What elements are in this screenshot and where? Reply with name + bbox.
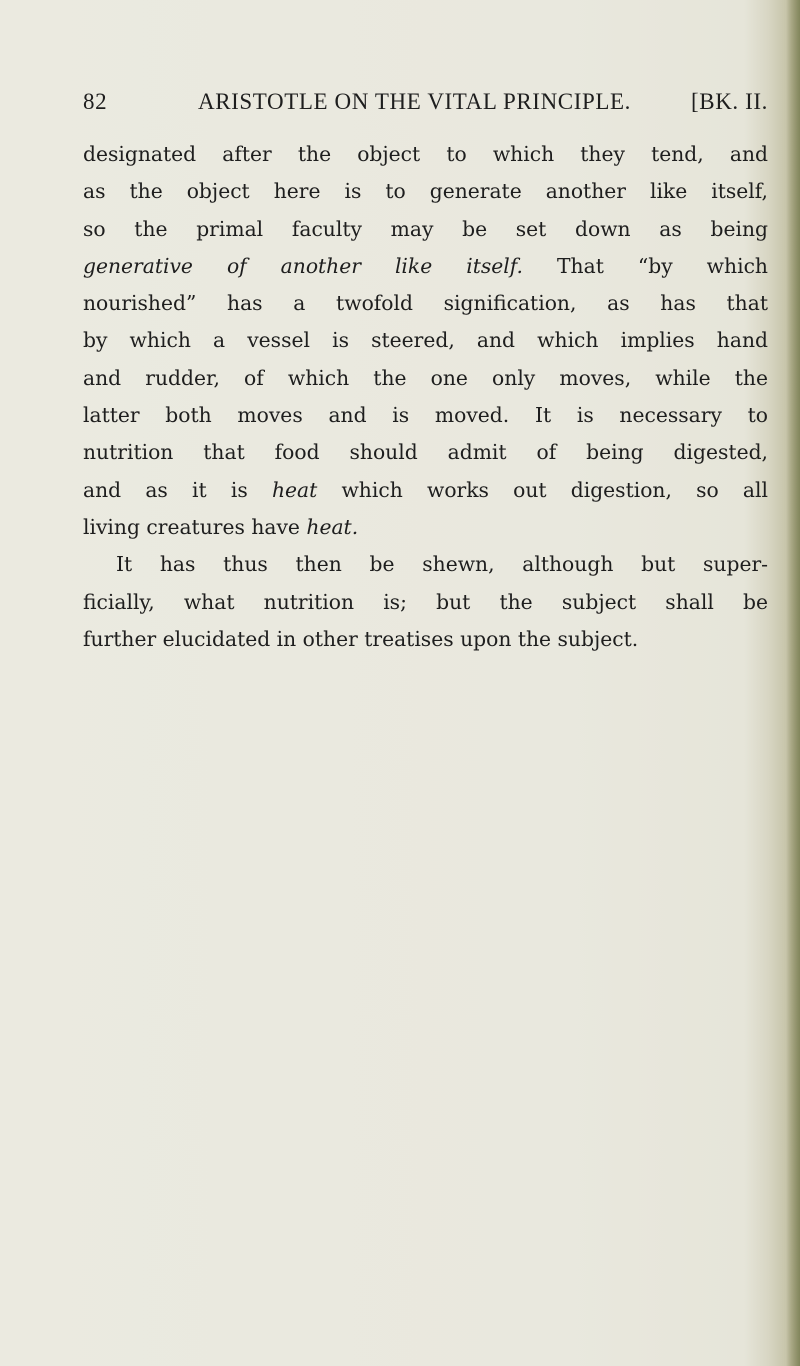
text-run: living creatures have: [83, 514, 307, 539]
text-line: [83, 509, 768, 546]
body-text: [83, 136, 768, 658]
page-number: 82: [83, 89, 108, 114]
text-line: so the primal faculty may be set down as being: [83, 216, 768, 241]
book-section: [BK. II.: [691, 89, 768, 114]
text-line: as the object here is to generate another like itself,: [83, 179, 768, 204]
text-line: nourished” has a twofold signification, as has that: [83, 291, 768, 316]
text-line: designated after the object to which they tend, and: [83, 142, 768, 166]
text-line: It has thus then be shewn, although but super-: [116, 552, 768, 577]
italic-phrase: generative of another like itself.: [83, 253, 523, 278]
text-line: [83, 472, 768, 509]
running-head: [83, 86, 768, 118]
italic-phrase: heat: [271, 477, 318, 502]
running-title: ARISTOTLE ON THE VITAL PRINCIPLE.: [198, 89, 632, 114]
page-edge-shadow: [786, 0, 800, 1366]
text-run: That “by which: [523, 253, 768, 278]
text-line: ficially, what nutrition is; but the subject shall be: [83, 589, 768, 614]
text-line: nutrition that food should admit of being digested,: [83, 440, 768, 465]
text-line: latter both moves and is moved. It is necessary to: [83, 403, 768, 428]
text-line: by which a vessel is steered, and which implies hand: [83, 328, 768, 353]
text-run: which works out digestion, so all: [317, 477, 768, 502]
italic-phrase: heat.: [306, 514, 359, 539]
text-run: and as it is: [83, 477, 272, 502]
text-line: [83, 248, 768, 285]
text-line: further elucidated in other treatises upon the subject.: [83, 626, 639, 651]
text-line: and rudder, of which the one only moves, while the: [83, 365, 768, 390]
